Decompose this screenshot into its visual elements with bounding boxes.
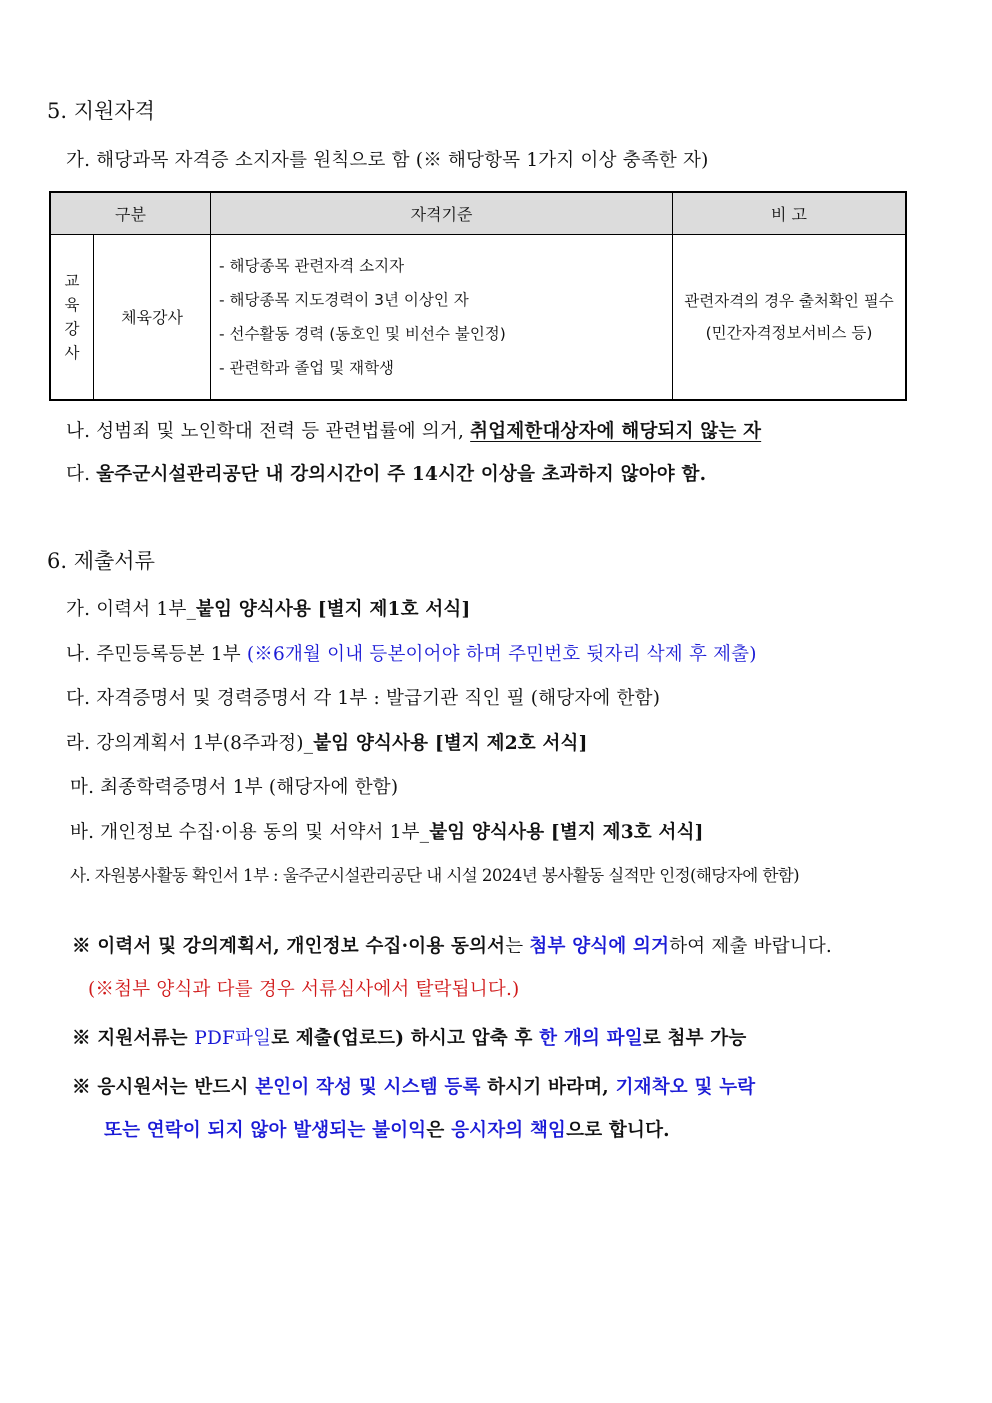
criteria-cell — [211, 235, 673, 400]
item-d-bold: 붙임 양식사용 [별지 제2호 서식] — [313, 733, 588, 754]
notice-2-blue: 한 개의 파일 — [539, 1028, 643, 1049]
line-b-emphasis: 취업제한대상자에 해당되지 않는 자 — [470, 421, 762, 442]
item-d-text: 라. 강의계획서 1부(8주과정)_ — [66, 733, 314, 754]
notice-1-blue: 첨부 양식에 의거 — [529, 936, 670, 957]
item-f-bold: 붙임 양식사용 [별지 제3호 서식] — [429, 822, 704, 843]
notice-3 — [72, 1073, 755, 1099]
category-cell: 체육강사 — [94, 235, 211, 400]
notice-mark: ※ — [72, 936, 98, 957]
document-item-a — [66, 595, 470, 621]
notice-2-blue: PDF파일 — [194, 1028, 272, 1049]
notice-3-blue: 본인이 작성 및 시스템 등록 — [255, 1077, 481, 1098]
vertical-label — [50, 235, 94, 400]
line-c-prefix: 다. — [66, 464, 97, 485]
document-item-d — [66, 729, 588, 755]
notice-1-text: 는 — [505, 936, 530, 957]
note-line: 관련자격의 경우 출처확인 필수 — [684, 291, 894, 310]
note-line: (민간자격정보서비스 등) — [705, 323, 873, 342]
notice-1-bold: 이력서 및 강의계획서, 개인정보 수집·이용 동의서 — [97, 936, 506, 957]
item-f-text: 바. 개인정보 수집·이용 동의 및 서약서 1부_ — [70, 822, 430, 843]
document-item-b — [66, 640, 757, 666]
notice-2-text: 로 제출(업로드) 하시고 압축 후 — [271, 1028, 540, 1049]
item-b-text: 나. 주민등록등본 1부 — [66, 644, 247, 665]
note-cell — [673, 235, 907, 400]
line-c-emphasis: 울주군시설관리공단 내 강의시간이 주 14시간 이상을 초과하지 않아야 함. — [96, 464, 707, 485]
notice-2-text: 지원서류는 — [97, 1028, 195, 1049]
notice-1-warning: (※첨부 양식과 다를 경우 서류심사에서 탈락됩니다.) — [88, 979, 520, 1000]
document-item-g: 사. 자원봉사활동 확인서 1부 : 울주군시설관리공단 내 시설 2024년 봉사활동 실적만 인정(해당자에 한함) — [70, 866, 800, 885]
document-item-e: 마. 최종학력증명서 1부 (해당자에 한함) — [70, 777, 399, 798]
notice-3-continued — [104, 1116, 670, 1142]
notice-2 — [72, 1024, 746, 1050]
notice-mark: ※ — [72, 1028, 98, 1049]
line-b-text: 나. 성범죄 및 노인학대 전력 등 관련법률에 의거, — [66, 421, 471, 442]
qualification-table — [49, 191, 907, 401]
header-criteria: 자격기준 — [211, 192, 673, 235]
item-a-bold: 붙임 양식사용 [별지 제1호 서식] — [196, 599, 471, 620]
notice-mark: ※ — [72, 1077, 98, 1098]
section-6-title: 6. 제출서류 — [47, 549, 155, 573]
notice-1 — [72, 932, 832, 958]
item-a-text: 가. 이력서 1부_ — [66, 599, 197, 620]
vertical-char: 사 — [64, 343, 80, 362]
notice-1-text-end: 하여 제출 바랍니다. — [669, 936, 833, 957]
vertical-char: 교 — [64, 271, 80, 290]
criteria-item: - 선수활동 경력 (동호인 및 비선수 불인정) — [219, 324, 506, 343]
qualification-line-b — [66, 417, 761, 443]
qualification-line-c — [66, 460, 706, 486]
notice-3-blue: 또는 연락이 되지 않아 발생되는 불이익 — [104, 1120, 427, 1141]
criteria-item: - 해당종목 지도경력이 3년 이상인 자 — [219, 290, 469, 309]
qualification-line-a: 가. 해당과목 자격증 소지자를 원칙으로 함 (※ 해당항목 1가지 이상 충족한 자) — [66, 150, 709, 171]
table-row — [50, 235, 906, 400]
vertical-char: 강 — [64, 319, 80, 338]
item-b-blue: (※6개월 이내 등본이어야 하며 주민번호 뒷자리 삭제 후 제출) — [246, 644, 757, 665]
notice-3-blue: 응시자의 책임 — [451, 1120, 567, 1141]
notice-3-text: 응시원서는 반드시 — [97, 1077, 256, 1098]
section-5-title: 5. 지원자격 — [47, 99, 155, 123]
vertical-char: 육 — [64, 295, 80, 314]
notice-3-text: 하시기 바라며, — [480, 1077, 616, 1098]
criteria-item: - 해당종목 관련자격 소지자 — [219, 256, 405, 275]
criteria-item: - 관련학과 졸업 및 재학생 — [219, 358, 395, 377]
notice-3-blue: 기재착오 및 누락 — [615, 1077, 756, 1098]
header-category: 구분 — [50, 192, 211, 235]
header-note: 비 고 — [673, 192, 907, 235]
notice-3-text: 으로 합니다. — [566, 1120, 670, 1141]
notice-3-text: 은 — [426, 1120, 452, 1141]
document-item-f — [70, 818, 704, 844]
table-header-row — [50, 192, 906, 235]
notice-2-text: 로 첨부 가능 — [642, 1028, 747, 1049]
document-item-c: 다. 자격증명서 및 경력증명서 각 1부 : 발급기관 직인 필 (해당자에 한함) — [66, 688, 661, 709]
